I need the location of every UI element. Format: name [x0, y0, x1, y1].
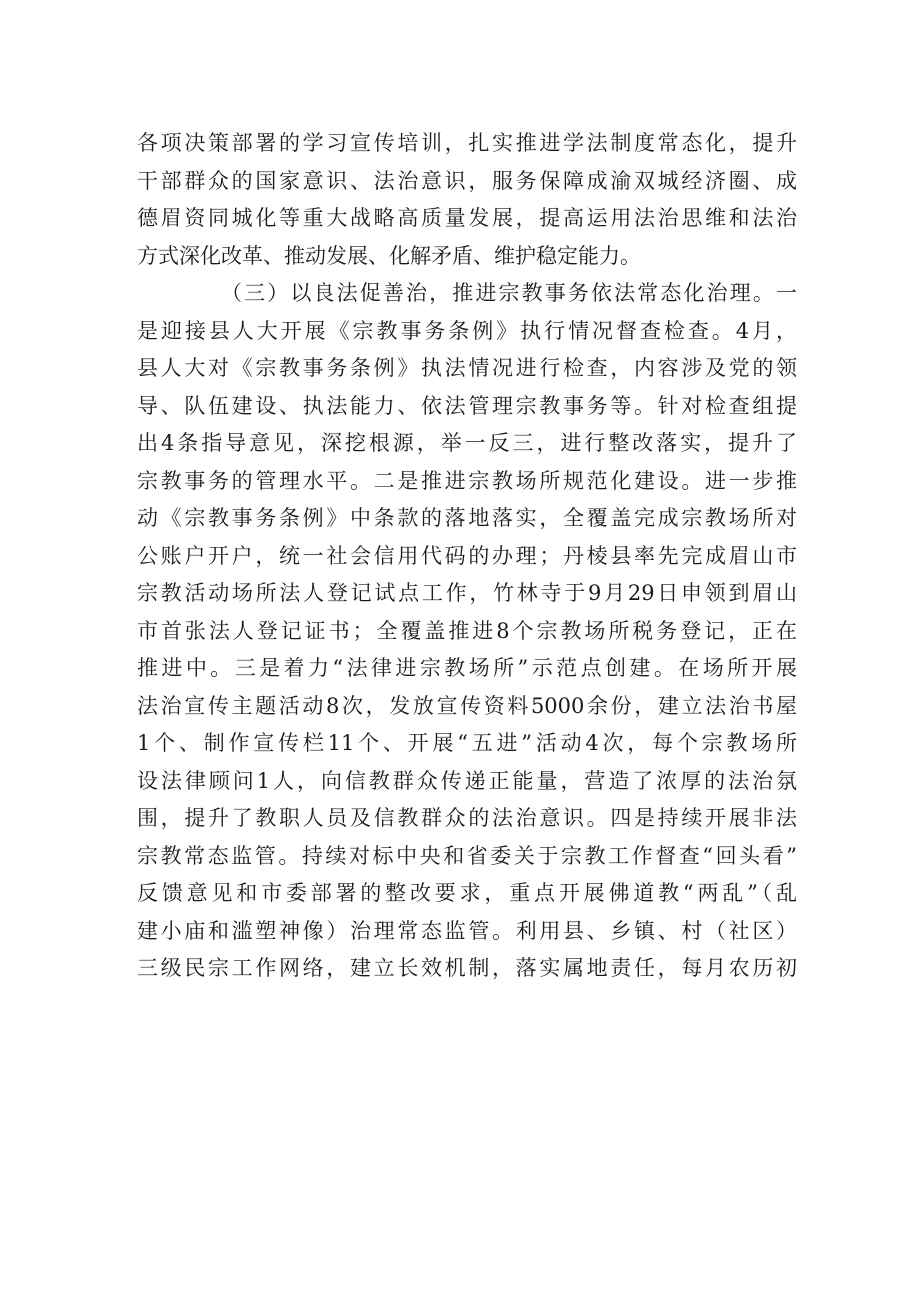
text-line: 设法律顾问1人，向信教群众传递正能量，营造了浓厚的法治氛 — [137, 768, 797, 793]
paragraph-first-line: （三）以良法促善治，推进宗教事务依法常态化治理。一 — [221, 281, 797, 305]
text-line: 方式深化改革、推动发展、化解矛盾、维护稳定能力。 — [137, 243, 641, 268]
text-line: 动《宗教事务条例》中条款的落地落实，全覆盖完成宗教场所对 — [137, 506, 797, 530]
text-line: 反馈意见和市委部署的整改要求，重点开展佛道教“两乱”（乱 — [137, 881, 797, 905]
text-line: 德眉资同城化等重大战略高质量发展，提高运用法治思维和法治 — [137, 206, 797, 230]
text-line: 法治宣传主题活动8次，发放宣传资料5000余份，建立法治书屋 — [137, 693, 797, 718]
text-line: 县人大对《宗教事务条例》执法情况进行检查，内容涉及党的领 — [137, 356, 797, 380]
text-line: 导、队伍建设、执法能力、依法管理宗教事务等。针对检查组提 — [137, 393, 797, 418]
text-line: 公账户开户，统一社会信用代码的办理；丹棱县率先完成眉山市 — [137, 543, 797, 568]
text-line: 宗教事务的管理水平。二是推进宗教场所规范化建设。进一步推 — [137, 468, 797, 493]
text-line: 各项决策部署的学习宣传培训，扎实推进学法制度常态化，提升 — [137, 131, 797, 155]
text-line: 出4条指导意见，深挖根源，举一反三，进行整改落实，提升了 — [137, 431, 797, 455]
text-line: 推进中。三是着力“法律进宗教场所”示范点创建。在场所开展 — [137, 656, 797, 680]
text-line: 是迎接县人大开展《宗教事务条例》执行情况督查检查。4月， — [137, 318, 797, 343]
text-line: 市首张法人登记证书；全覆盖推进8个宗教场所税务登记，正在 — [137, 618, 797, 643]
text-line: 1个、制作宣传栏11个、开展“五进”活动4次，每个宗教场所 — [137, 731, 797, 755]
text-line: 干部群众的国家意识、法治意识，服务保障成渝双城经济圈、成 — [137, 168, 797, 193]
text-line: 围，提升了教职人员及信教群众的法治意识。四是持续开展非法 — [137, 806, 797, 830]
text-line: 三级民宗工作网络，建立长效机制，落实属地责任，每月农历初 — [137, 956, 797, 980]
text-line: 建小庙和滥塑神像）治理常态监管。利用县、乡镇、村（社区） — [137, 918, 797, 943]
text-line: 宗教活动场所法人登记试点工作，竹林寺于9月29日申领到眉山 — [137, 581, 797, 605]
body-text — [137, 125, 797, 988]
text-line: 宗教常态监管。持续对标中央和省委关于宗教工作督查“回头看” — [137, 843, 797, 868]
